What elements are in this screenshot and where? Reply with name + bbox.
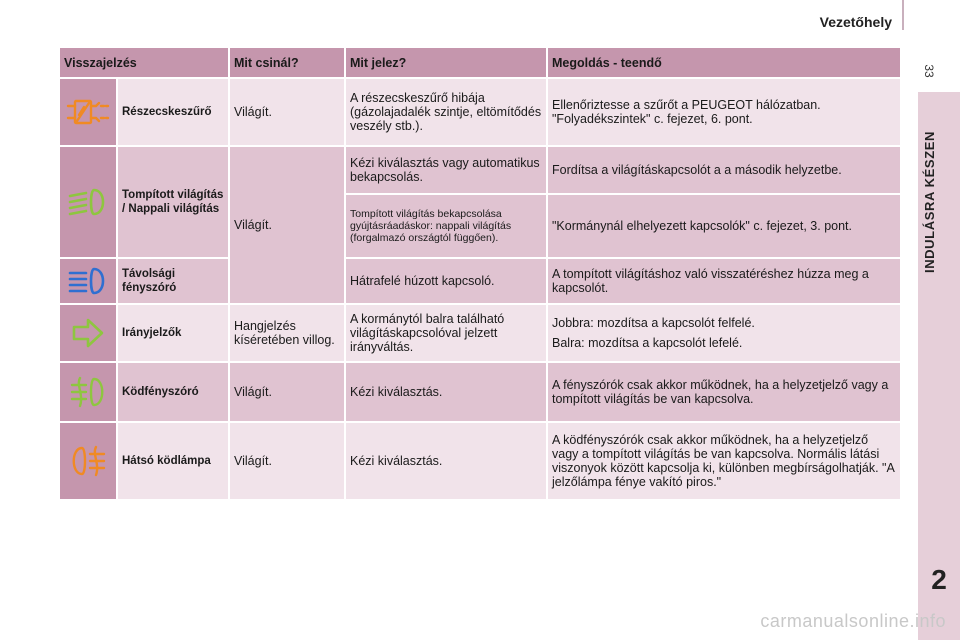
lamp-action: Világít. bbox=[230, 147, 344, 303]
dipped-beam-icon bbox=[60, 147, 116, 257]
column-header-solution: Megoldás - teendő bbox=[548, 48, 900, 77]
page-title: Vezetőhely bbox=[819, 14, 892, 30]
lamp-name: Irányjelzők bbox=[118, 305, 228, 361]
lamp-name: Távolsági fényszóró bbox=[118, 259, 228, 303]
column-header-meaning: Mit jelez? bbox=[346, 48, 546, 77]
lamp-meaning: Kézi kiválasztás vagy automatikus bekapcsolás. bbox=[346, 147, 546, 193]
lamp-solution: "Kormánynál elhelyezett kapcsolók" c. fejezet, 3. pont. bbox=[548, 195, 900, 257]
lamp-solution: Ellenőriztesse a szűrőt a PEUGEOT hálózatban. "Folyadékszintek" c. fejezet, 6. pont. bbox=[548, 79, 900, 145]
table-row bbox=[60, 305, 900, 361]
lamp-action: Világít. bbox=[230, 363, 344, 421]
lamp-name: Tompított világítás / Nappali világítás bbox=[118, 147, 228, 257]
lamp-action: Világít. bbox=[230, 423, 344, 499]
column-header-lamp: Visszajelzés bbox=[60, 48, 228, 77]
particle-filter-icon bbox=[60, 79, 116, 145]
table-row bbox=[60, 79, 900, 145]
lamp-meaning: Hátrafelé húzott kapcsoló. bbox=[346, 259, 546, 303]
lamp-solution: Fordítsa a világításkapcsolót a a második helyzetbe. bbox=[548, 147, 900, 193]
chapter-number: 2 bbox=[931, 564, 947, 595]
direction-indicator-icon bbox=[60, 305, 116, 361]
warning-lamps-table bbox=[58, 46, 902, 501]
lamp-solution: A fényszórók csak akkor működnek, ha a helyzetjelző vagy a tompított világítás be van kapcsolva. bbox=[548, 363, 900, 421]
lamp-action: Hangjelzés kíséretében villog. bbox=[230, 305, 344, 361]
rear-fog-lamp-icon bbox=[60, 423, 116, 499]
page-number: 33 bbox=[922, 64, 936, 78]
table-row bbox=[60, 147, 900, 193]
lamp-solution: A tompított világításhoz való visszatéréshez húzza meg a kapcsolót. bbox=[548, 259, 900, 303]
lamp-meaning: Kézi kiválasztás. bbox=[346, 363, 546, 421]
lamp-name: Hátsó ködlámpa bbox=[118, 423, 228, 499]
lamp-meaning: Kézi kiválasztás. bbox=[346, 423, 546, 499]
header-divider bbox=[902, 0, 904, 30]
chapter-label: INDULÁSRA KÉSZEN bbox=[922, 131, 937, 274]
lamp-name: Ködfényszóró bbox=[118, 363, 228, 421]
solution-right: Jobbra: mozdítsa a kapcsolót felfelé. bbox=[552, 316, 755, 330]
front-fog-lamp-icon bbox=[60, 363, 116, 421]
table-row bbox=[60, 259, 900, 303]
watermark: carmanualsonline.info bbox=[760, 611, 946, 631]
solution-left: Balra: mozdítsa a kapcsolót lefelé. bbox=[552, 336, 743, 350]
lamp-meaning: A részecskeszűrő hibája (gázolajadalék szintje, eltömítődés veszély stb.). bbox=[346, 79, 546, 145]
column-header-action: Mit csinál? bbox=[230, 48, 344, 77]
table-row bbox=[60, 363, 900, 421]
lamp-solution: A ködfényszórók csak akkor működnek, ha a helyzetjelző vagy a tompított világítás be van kapcsolva. Normális látási viszonyok között kapcsolja ki, különben megbírságolhatják. "A jelzőlámpa fénye vakító piros." bbox=[548, 423, 900, 499]
lamp-meaning: A kormánytól balra található világításkapcsolóval jelzett irányváltás. bbox=[346, 305, 546, 361]
lamp-solution bbox=[548, 305, 900, 361]
table-row bbox=[60, 423, 900, 499]
lamp-meaning: Tompított világítás bekapcsolása gyújtásráadáskor: nappali világítás (forgalmazó országtól függően). bbox=[346, 195, 546, 257]
table-header-row bbox=[60, 48, 900, 77]
lamp-action: Világít. bbox=[230, 79, 344, 145]
main-beam-icon bbox=[60, 259, 116, 303]
lamp-name: Részecskeszűrő bbox=[118, 79, 228, 145]
